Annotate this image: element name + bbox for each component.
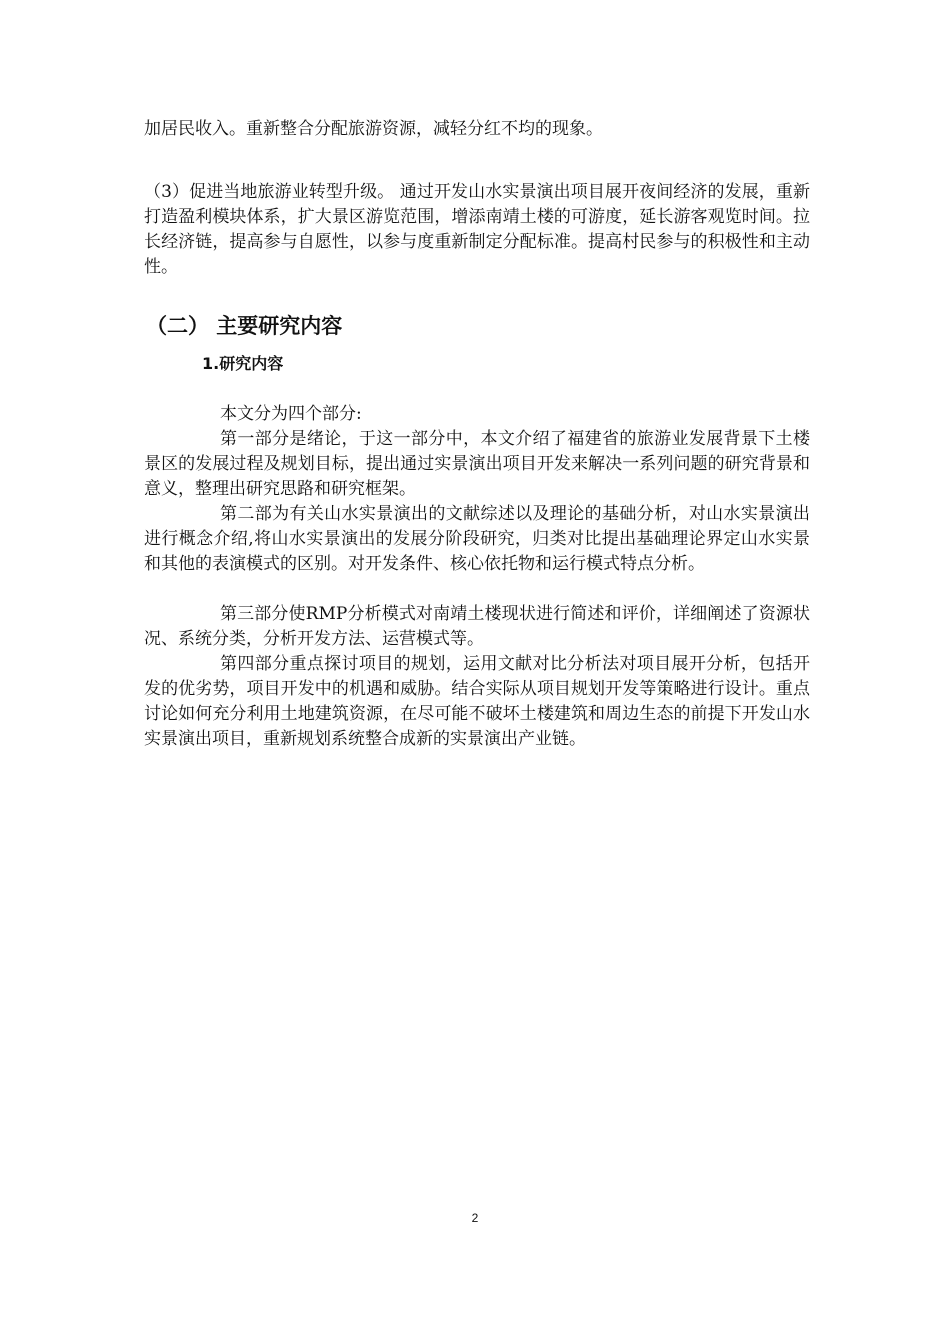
paragraph-tourism-upgrade: （3）促进当地旅游业转型升级。 通过开发山水实景演出项目展开夜间经济的发展，重新打造盈利模块体系，扩大景区游览范围，增添南靖土楼的可游度，延长游客观览时间。拉长经济链，提高参与自愿性，以参与度重新制定分配标准。提高村民参与的积极性和主动性。 (144, 182, 810, 277)
page-number: 2 (471, 1211, 479, 1225)
paragraph-income: 加居民收入。重新整合分配旅游资源，减轻分红不均的现象。 (144, 119, 603, 139)
paragraph-part-one: 第一部分是绪论，于这一部分中，本文介绍了福建省的旅游业发展背景下土楼景区的发展过程及规划目标，提出通过实景演出项目开发来解决一系列问题的研究背景和意义，整理出研究思路和研究框架。 (144, 429, 810, 499)
subsection-heading: 1.研究内容 (202, 354, 284, 373)
paragraph-intro: 本文分为四个部分: (220, 404, 362, 424)
paragraph-part-two: 第二部为有关山水实景演出的文献综述以及理论的基础分析，对山水实景演出进行概念介绍,将山水实景演出的发展分阶段研究，归类对比提出基础理论界定山水实景和其他的表演模式的区别。对开发条件、核心依托物和运行模式特点分析。 (144, 504, 810, 574)
paragraph-part-four: 第四部分重点探讨项目的规划，运用文献对比分析法对项目展开分析，包括开发的优劣势，项目开发中的机遇和威胁。结合实际从项目规划开发等策略进行设计。重点讨论如何充分利用土地建筑资源，在尽可能不破坏土楼建筑和周边生态的前提下开发山水实景演出项目，重新规划系统整合成新的实景演出产业链。 (144, 654, 810, 749)
section-heading: （二） 主要研究内容 (146, 314, 343, 338)
paragraph-part-three: 第三部分使RMP分析模式对南靖土楼现状进行简述和评价，详细阐述了资源状况、系统分类，分析开发方法、运营模式等。 (144, 604, 810, 649)
